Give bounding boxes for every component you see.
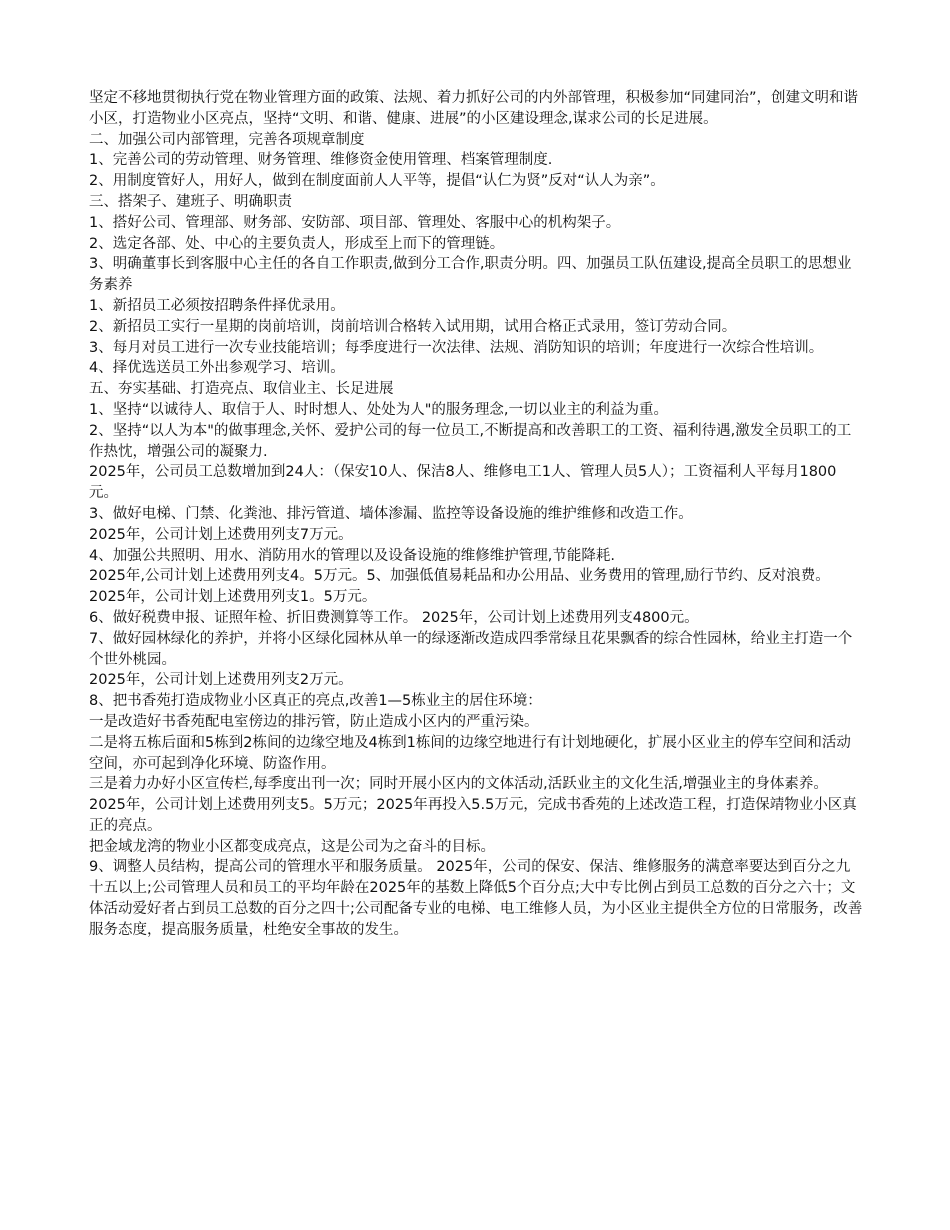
paragraph: 1、完善公司的劳动管理、财务管理、维修资金使用管理、档案管理制度. [89, 152, 553, 169]
document-body [89, 88, 864, 941]
paragraph: 2、用制度管好人，用好人，做到在制度面前人人平等，提倡“认仁为贤”反对“认人为亲”。 [89, 173, 665, 190]
section-heading: 二、加强公司内部管理，完善各项规章制度 [89, 131, 365, 148]
paragraph: 4、择优选送员工外出参观学习、培训。 [89, 360, 345, 377]
paragraph: 2、新招员工实行一星期的岗前培训，岗前培训合格转入试用期，试用合格正式录用，签订劳动合同。 [89, 318, 737, 335]
paragraph: 4、加强公共照明、用水、消防用水的管理以及设备设施的维修维护管理,节能降耗. [89, 547, 615, 564]
paragraph: 2、坚持“以人为本"的做事理念,关怀、爱护公司的每一位员工,不断提高和改善职工的工资、福利待遇,激发全员职工的工作热忱，增强公司的凝聚力. [89, 422, 852, 460]
paragraph: 1、坚持“以诚待人、取信于人、时时想人、处处为人"的服务理念,一切以业主的利益为重。 [89, 401, 669, 418]
paragraph: 1、新招员工必须按招聘条件择优录用。 [89, 297, 345, 314]
section-heading: 三、搭架子、建班子、明确职责 [89, 193, 292, 210]
paragraph: 3、明确董事长到客服中心主任的各自工作职责,做到分工合作,职责分明。四、加强员工队伍建设,提高全员职工的思想业务素养 [89, 256, 852, 294]
paragraph: 一是改造好书香苑配电室傍边的排污管，防止造成小区内的严重污染。 [89, 713, 539, 730]
paragraph: 2025年,公司计划上述费用列支4。5万元。5、加强低值易耗品和办公用品、业务费用的管理,励行节约、反对浪费。 [89, 568, 830, 585]
paragraph: 二是将五栋后面和5栋到2栋间的边缘空地及4栋到1栋间的边缘空地进行有计划地硬化，扩展小区业主的停车空间和活动空间，亦可起到净化环境、防盗作用。 [89, 734, 851, 772]
paragraph: 2025年，公司计划上述费用列支7万元。 [89, 526, 353, 543]
section-heading: 五、夯实基础、打造亮点、取信业主、长足进展 [89, 381, 394, 398]
paragraph: 3、做好电梯、门禁、化粪池、排污管道、墙体渗漏、监控等设备设施的维护维修和改造工作。 [89, 505, 693, 522]
paragraph: 6、做好税费申报、证照年检、折旧费测算等工作。 2025年，公司计划上述费用列支4800元。 [89, 609, 699, 626]
paragraph: 9、调整人员结构，提高公司的管理水平和服务质量。 2025年，公司的保安、保洁、维修服务的满意率要达到百分之九十五以上;公司管理人员和员工的平均年龄在2025年的基数上降低5个百分点;大中专比例占到员工总数的百分之六十；文体活动爱好者占到员工总数的百分之四十;公司配备专业的电梯、电工维修人员，为小区业主提供全方位的日常服务，改善服务态度，提高服务质量，杜绝安全事故的发生。 [89, 859, 863, 938]
paragraph: 2025年，公司计划上述费用列支1。5万元。 [89, 589, 377, 606]
paragraph: 把金域龙湾的物业小区都变成亮点，这是公司为之奋斗的目标。 [89, 838, 495, 855]
paragraph: 2025年，公司员工总数增加到24人：（保安10人、保洁8人、维修电工1人、管理人员5人）；工资福利人平每月1800元。 [89, 464, 837, 502]
paragraph: 3、每月对员工进行一次专业技能培训；每季度进行一次法律、法规、消防知识的培训；年度进行一次综合性培训。 [89, 339, 824, 356]
paragraph: 7、做好园林绿化的养护，并将小区绿化园林从单一的绿逐渐改造成四季常绿且花果飘香的综合性园林，给业主打造一个个世外桃园。 [89, 630, 853, 668]
paragraph: 坚定不移地贯彻执行党在物业管理方面的政策、法规、着力抓好公司的内外部管理，积极参加“同建同治”，创建文明和谐小区，打造物业小区亮点，坚持“文明、和谐、健康、进展”的小区建设理念,谋求公司的长足进展。 [89, 90, 859, 127]
paragraph: 三是着力办好小区宣传栏,每季度出刊一次；同时开展小区内的文体活动,活跃业主的文化生活,增强业主的身体素养。 [89, 776, 828, 793]
paragraph: 2025年，公司计划上述费用列支5。5万元；2025年再投入5.5万元，完成书香苑的上述改造工程，打造保靖物业小区真正的亮点。 [89, 797, 857, 834]
paragraph: 8、把书香苑打造成物业小区真正的亮点,改善1—5栋业主的居住环境： [89, 693, 542, 710]
paragraph: 2、选定各部、处、中心的主要负责人，形成至上而下的管理链。 [89, 235, 505, 252]
paragraph: 2025年，公司计划上述费用列支2万元。 [89, 672, 353, 689]
paragraph: 1、搭好公司、管理部、财务部、安防部、项目部、管理处、客服中心的机构架子。 [89, 214, 621, 231]
